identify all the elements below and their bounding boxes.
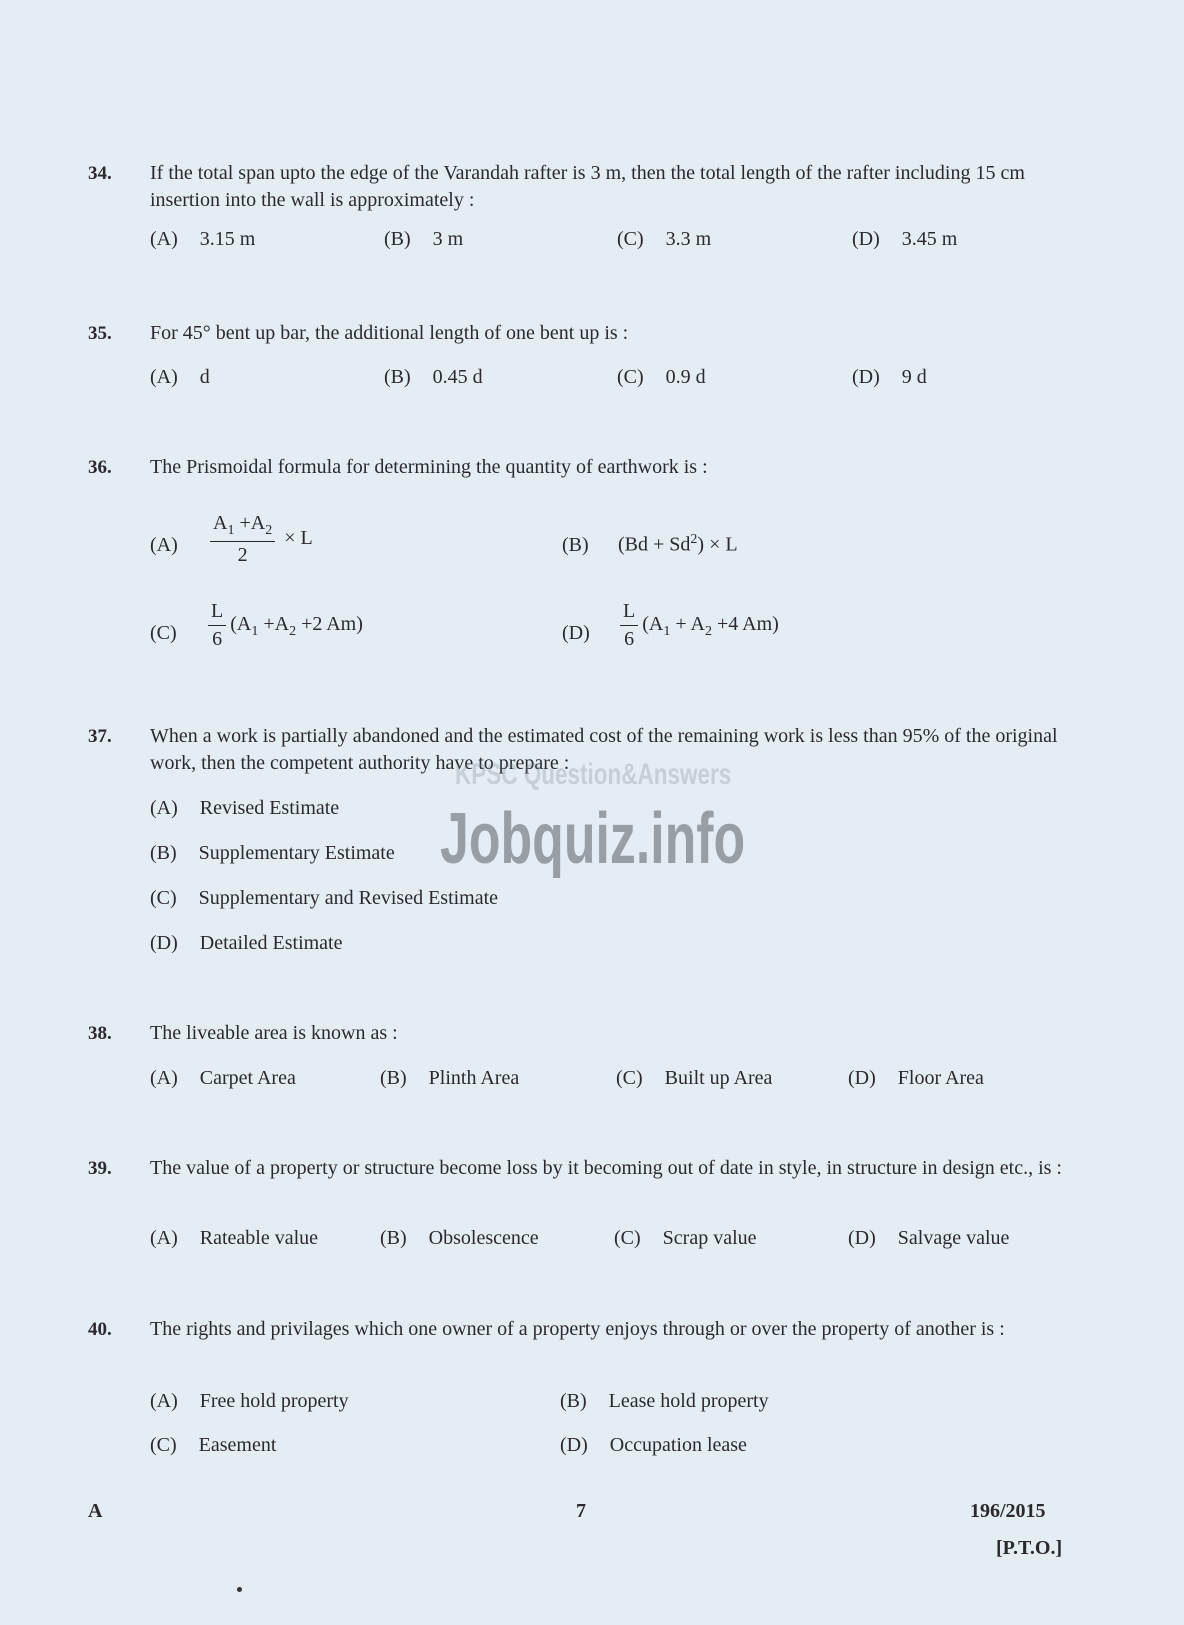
option-b — [380, 1227, 539, 1250]
option-label: (D) — [848, 1227, 876, 1249]
option-text: 0.45 d — [432, 366, 483, 388]
question-number: 38. — [88, 1023, 112, 1044]
option-b-label: (B) — [562, 534, 589, 556]
term: A — [213, 512, 228, 534]
subscript: 2 — [704, 624, 712, 640]
option-c — [614, 1227, 757, 1250]
question-text: If the total span upto the edge of the Varandah rafter is 3 m, then the total length of the rafter including 15 cm insertion into the wall is approximately : — [150, 162, 1025, 211]
option-label: (C) — [614, 1227, 641, 1249]
option-c-label: (C) — [150, 622, 177, 644]
question-text: The Prismoidal formula for determining the quantity of earthwork is : — [150, 456, 708, 478]
question-number: 37. — [88, 726, 112, 747]
option-label: (A) — [150, 228, 178, 250]
option-c — [617, 366, 706, 389]
fraction-numerator: L — [208, 600, 226, 626]
term: (A — [230, 613, 252, 636]
option-text: Floor Area — [897, 1067, 984, 1089]
term: (A — [642, 613, 664, 636]
formula-tail: × L — [279, 527, 313, 550]
option-label: (B) — [384, 228, 411, 250]
option-c — [616, 1067, 772, 1090]
question-text: For 45° bent up bar, the additional length of one bent up is : — [150, 322, 629, 344]
option-c — [617, 228, 711, 251]
fraction-denominator: 6 — [212, 628, 223, 650]
question-text: The value of a property or structure become loss by it becoming out of date in style, in structure in design etc., is : — [150, 1157, 1062, 1179]
watermark-line-2: Jobquiz.info — [440, 799, 746, 879]
option-label: (B) — [150, 842, 177, 864]
option-label: (C) — [617, 228, 644, 250]
option-label: (A) — [150, 1390, 178, 1412]
option-c — [150, 1434, 276, 1457]
option-c — [150, 887, 498, 910]
option-text: 3 m — [432, 228, 464, 250]
option-d — [852, 366, 927, 389]
fraction — [208, 600, 226, 651]
option-label: (D) — [848, 1067, 876, 1089]
option-a — [150, 797, 339, 820]
question-number: 36. — [88, 457, 112, 478]
option-b — [560, 1390, 769, 1413]
formula-a — [210, 512, 313, 567]
option-b — [384, 366, 483, 389]
question-number: 40. — [88, 1319, 112, 1340]
option-a — [150, 1390, 349, 1413]
term: (Bd + Sd — [618, 533, 691, 556]
option-text: 3.15 m — [199, 228, 256, 250]
superscript: 2 — [690, 532, 698, 547]
option-text: 0.9 d — [665, 366, 706, 388]
option-label: (D) — [560, 1434, 588, 1456]
option-text: Scrap value — [662, 1227, 757, 1249]
option-text: Detailed Estimate — [199, 932, 343, 954]
option-d — [560, 1434, 747, 1457]
subscript: 1 — [251, 624, 259, 640]
fraction-denominator: 2 — [237, 544, 248, 566]
term: + A — [670, 613, 705, 636]
subscript: 1 — [663, 624, 671, 640]
option-text: d — [199, 366, 210, 388]
term: ) × L — [697, 533, 738, 556]
option-a — [150, 228, 255, 251]
option-text: Carpet Area — [199, 1067, 296, 1089]
option-a — [150, 1067, 296, 1090]
question-text: The rights and privilages which one owner of a property enjoys through or over the property of another is : — [150, 1318, 1005, 1340]
booklet-code: A — [88, 1500, 103, 1522]
option-d — [848, 1227, 1009, 1250]
option-text: Easement — [198, 1434, 277, 1456]
option-label: (B) — [380, 1067, 407, 1089]
term: +A — [234, 512, 266, 534]
question-number: 39. — [88, 1158, 112, 1179]
formula-d — [620, 600, 779, 651]
option-label: (C) — [617, 366, 644, 388]
option-text: 9 d — [901, 366, 927, 388]
subscript: 2 — [265, 523, 273, 538]
option-label: (A) — [150, 1067, 178, 1089]
option-text: 3.45 m — [901, 228, 958, 250]
option-label: (A) — [150, 797, 178, 819]
fraction — [210, 512, 275, 567]
option-text: Occupation lease — [609, 1434, 747, 1456]
option-text: Lease hold property — [608, 1390, 769, 1412]
subscript: 2 — [289, 624, 297, 640]
option-text: Obsolescence — [428, 1227, 539, 1249]
option-label: (D) — [150, 932, 178, 954]
option-d-label: (D) — [562, 622, 590, 644]
subscript: 1 — [227, 523, 235, 538]
option-label: (D) — [852, 366, 880, 388]
term: +2 Am) — [296, 613, 363, 636]
option-d — [848, 1067, 984, 1090]
option-d — [150, 932, 343, 955]
fraction-numerator — [210, 512, 275, 542]
exam-code: 196/2015 — [970, 1500, 1046, 1522]
option-label: (B) — [380, 1227, 407, 1249]
term: +4 Am) — [711, 613, 779, 636]
question-number: 35. — [88, 323, 112, 344]
option-text: 3.3 m — [665, 228, 712, 250]
option-text: Free hold property — [199, 1390, 349, 1412]
option-label: (A) — [150, 1227, 178, 1249]
formula-b — [618, 532, 738, 557]
page-number: 7 — [576, 1500, 586, 1522]
option-label: (D) — [852, 228, 880, 250]
option-text: Revised Estimate — [199, 797, 340, 819]
fraction-denominator: 6 — [624, 628, 635, 650]
option-label: (C) — [616, 1067, 643, 1089]
option-a — [150, 1227, 318, 1250]
formula-c — [208, 600, 363, 651]
option-text: Salvage value — [897, 1227, 1010, 1249]
option-b — [384, 228, 463, 251]
option-b — [150, 842, 395, 865]
option-label: (C) — [150, 887, 177, 909]
fraction — [620, 600, 638, 651]
option-label: (C) — [150, 1434, 177, 1456]
scan-mark — [237, 1587, 242, 1592]
option-label: (A) — [150, 366, 178, 388]
question-text: When a work is partially abandoned and the estimated cost of the remaining work is less than 95% of the original work, then the competent authority have to prepare : — [150, 725, 1058, 774]
option-d — [852, 228, 957, 251]
question-text: The liveable area is known as : — [150, 1022, 398, 1044]
option-a-label: (A) — [150, 534, 178, 556]
watermark-line-1: KPSC Question&Answers — [455, 758, 732, 791]
question-number: 34. — [88, 163, 112, 184]
option-b — [380, 1067, 519, 1090]
option-label: (B) — [384, 366, 411, 388]
please-turn-over: [P.T.O.] — [996, 1537, 1063, 1559]
term: +A — [258, 613, 290, 636]
option-text: Rateable value — [199, 1227, 319, 1249]
fraction-numerator: L — [620, 600, 638, 626]
option-text: Supplementary and Revised Estimate — [198, 887, 499, 909]
option-text: Built up Area — [664, 1067, 773, 1089]
option-label: (B) — [560, 1390, 587, 1412]
option-a — [150, 366, 210, 389]
option-text: Supplementary Estimate — [198, 842, 395, 864]
option-text: Plinth Area — [428, 1067, 520, 1089]
